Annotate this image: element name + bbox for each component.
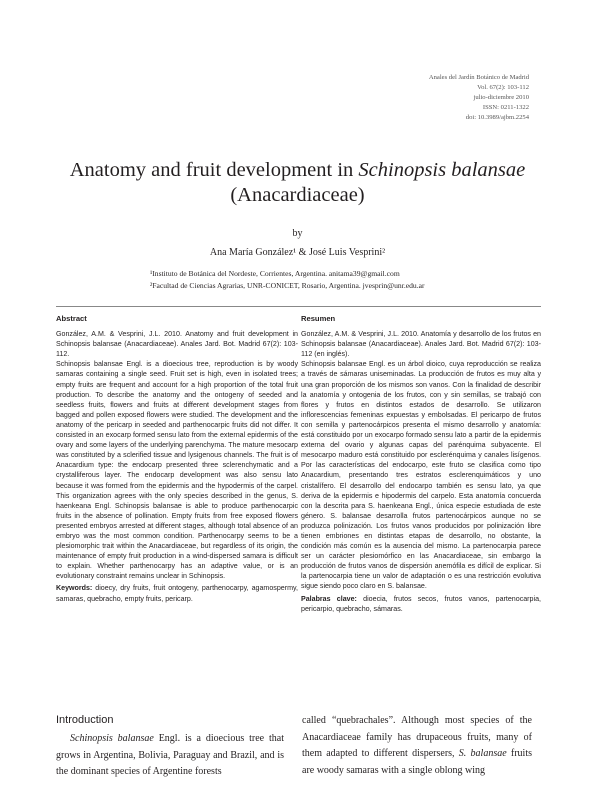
by-line: by	[292, 228, 303, 239]
resumen-keywords	[301, 594, 541, 614]
abstract-column	[56, 314, 298, 604]
introduction-text-right-a: called “quebrachales”. Although most species of the Anacardiaceae family has drupaceous fruits, many of them adapted to different dispersers,	[302, 715, 532, 759]
journal-metadata	[429, 73, 529, 123]
affiliation-2: ²Facultad de Ciencias Agrarias, UNR-CONICET, Rosario, Argentina. jvesprin@unr.edu.ar	[150, 280, 425, 290]
resumen-heading: Resumen	[301, 314, 336, 323]
journal-volume: Vol. 67(2): 103-112	[477, 84, 529, 91]
journal-doi: doi: 10.3989/ajbm.2254	[465, 114, 529, 121]
affiliations	[150, 268, 470, 291]
keywords-label: Keywords:	[56, 584, 93, 593]
journal-dates: julio-diciembre 2010	[473, 94, 529, 101]
resumen-citation: González, A.M. & Vesprini, J.L. 2010. Anatomía y desarrollo de los frutos en Schinopsis balansae (Anacardiaceae). Anales Jard. Bot. Madrid 67(2): 103-112 (en inglés).	[301, 330, 541, 359]
divider	[56, 306, 541, 307]
palabras-clave-list: dioecia, frutos secos, frutos vanos, partenocarpia, pericarpio, quebracho, sámaras.	[301, 594, 541, 613]
introduction-text-right-b: fruits are woody samaras with a single oblong wing	[302, 748, 533, 776]
abstract-text: Schinopsis balansae Engl. is a dioecious tree, reproduction is by woody samaras containing a single seed. Fruit set is high, even in isolated trees; empty fruits are frequent and account for a high proportion of the total fruit production. To describe the anatomy and the ontogeny of seeded and seedless fruits, flowers and fruits at different development stages from bagged and pollen exposed flowers were studied. The development and the anatomy of the pericarp in seeded and parthenocarpic fruits did not differ. It consisted in an exocarp formed sensu lato from the external epidermis of the ovary and some layers of the underlying parenchyma. The mature mesocarp was constituted by a sclerified tissue and lysigenous channels. The fruit is of Anacardium type: the endocarp presented three sclerenchymatic and a crystalliferous layer. The endocarp development was also sensu lato because it was formed from the epidermis and the hypodermis of the carpel. This organization agrees with the only species described in the genus, S. haenkeana Engl. Schinopsis balansae is able to produce parthenocarpic fruits in the absence of pollination. Empty fruits from free exposed flowers presented embryos arrested at different stages, although total absence of an embryo was the most common condition. Parthenocarpy seems to be a plesiomorphic trait within the Anacardiaceae, but regardless of its origin, the maintenance of empty fruit production in a wind-dispersed samara is difficult to explain. Whether parthenocarpy has an adaptive value, or is an evolutionary constraint remains unclear in Schinopsis.	[56, 360, 298, 581]
resumen-text: Schinopsis balansae Engl. es un árbol dioico, cuya reproducción se realiza a través de sámaras uniseminadas. La producción de frutos es muy alta y una gran proporción de los mismos son vanos. Con la finalidad de describir la anatomía y ontogenia de los frutos, con y sin semillas, se trabajó con flores y frutos en distintos estados de desarrollo. Se utilizaron inflorescencias femeninas expuestas y embolsadas. El pericarpo de frutos con semilla y partenocárpicos presenta el mismo desarrollo y anatomía: está constituido por un exocarpo formado sensu lato a partir de la epidermis externa del ovario y algunas capas del parénquima subyacente. El mesocarpo maduro está constituido por esclerénquima y canales lisígenos. Por las características del endocarpo, este fruto se clasifica como tipo Anacardium, presentando tres estratos esclerenquimáticos y uno cristalífero. El desarrollo del endocarpo también es sensu lato, ya que deriva de la epidermis e hipodermis del carpelo. Esta anatomía concuerda con la descrita para S. haenkeana Engl., única especie estudiada de este género. S. balansae desarrolla frutos partenocárpicos aunque no se produzca polinización. Los frutos vanos producidos por polinización libre tienen embriones en distintas etapas de desarrollo, no obstante, la condición más común es la ausencia del mismo. La partenocarpia parece ser un carácter plesiomórfico en las Anacardiaceae, sin embargo la producción de frutos vanos de dispersión anemófila es difícil de explicar. Si la partenocarpia tiene un valor de adaptación o es una restricción evolutiva sigue siendo poco claro en S. balansae.	[301, 360, 541, 591]
affiliation-1: ¹Instituto de Botánica del Nordeste, Corrientes, Argentina. anitama39@gmail.com	[150, 269, 400, 278]
introduction-right-column	[302, 713, 532, 779]
authors: Ana María González¹ & José Luis Vesprini²	[209, 247, 386, 258]
introduction-paragraph-left	[56, 731, 284, 781]
article-title	[40, 158, 555, 208]
journal-name: Anales del Jardín Botánico de Madrid	[428, 74, 529, 81]
keywords-list: dioecy, dry fruits, fruit ontogeny, parthenocarpy, agamospermy, samaras, quebracho, empty fruits, pericarp.	[56, 584, 298, 603]
abstract-citation: González, A.M. & Vesprini, J.L. 2010. Anatomy and fruit development in Schinopsis balansae (Anacardiaceae). Anales Jard. Bot. Madrid 67(2): 103-112.	[56, 330, 298, 359]
resumen-column	[301, 314, 541, 614]
title-species: Schinopsis balansae	[358, 159, 526, 181]
title-part-1: Anatomy and fruit development in	[69, 159, 359, 181]
species-name-right: S. balansae	[458, 748, 507, 759]
introduction-paragraph-right	[302, 713, 532, 779]
introduction-text-left: Engl. is a dioecious tree that grows in Argentina, Bolivia, Paraguay and Brazil, and is the dominant species of Argentine forests	[56, 733, 284, 777]
palabras-clave-label: Palabras clave:	[301, 594, 357, 603]
introduction-left-column	[56, 731, 284, 781]
species-name: Schinopsis balansae	[70, 733, 154, 744]
title-part-2: (Anacardiaceae)	[230, 184, 365, 206]
abstract-heading: Abstract	[56, 314, 87, 323]
introduction-heading: Introduction	[56, 714, 114, 726]
abstract-keywords	[56, 583, 298, 603]
journal-issn: ISSN: 0211-1322	[482, 104, 529, 111]
